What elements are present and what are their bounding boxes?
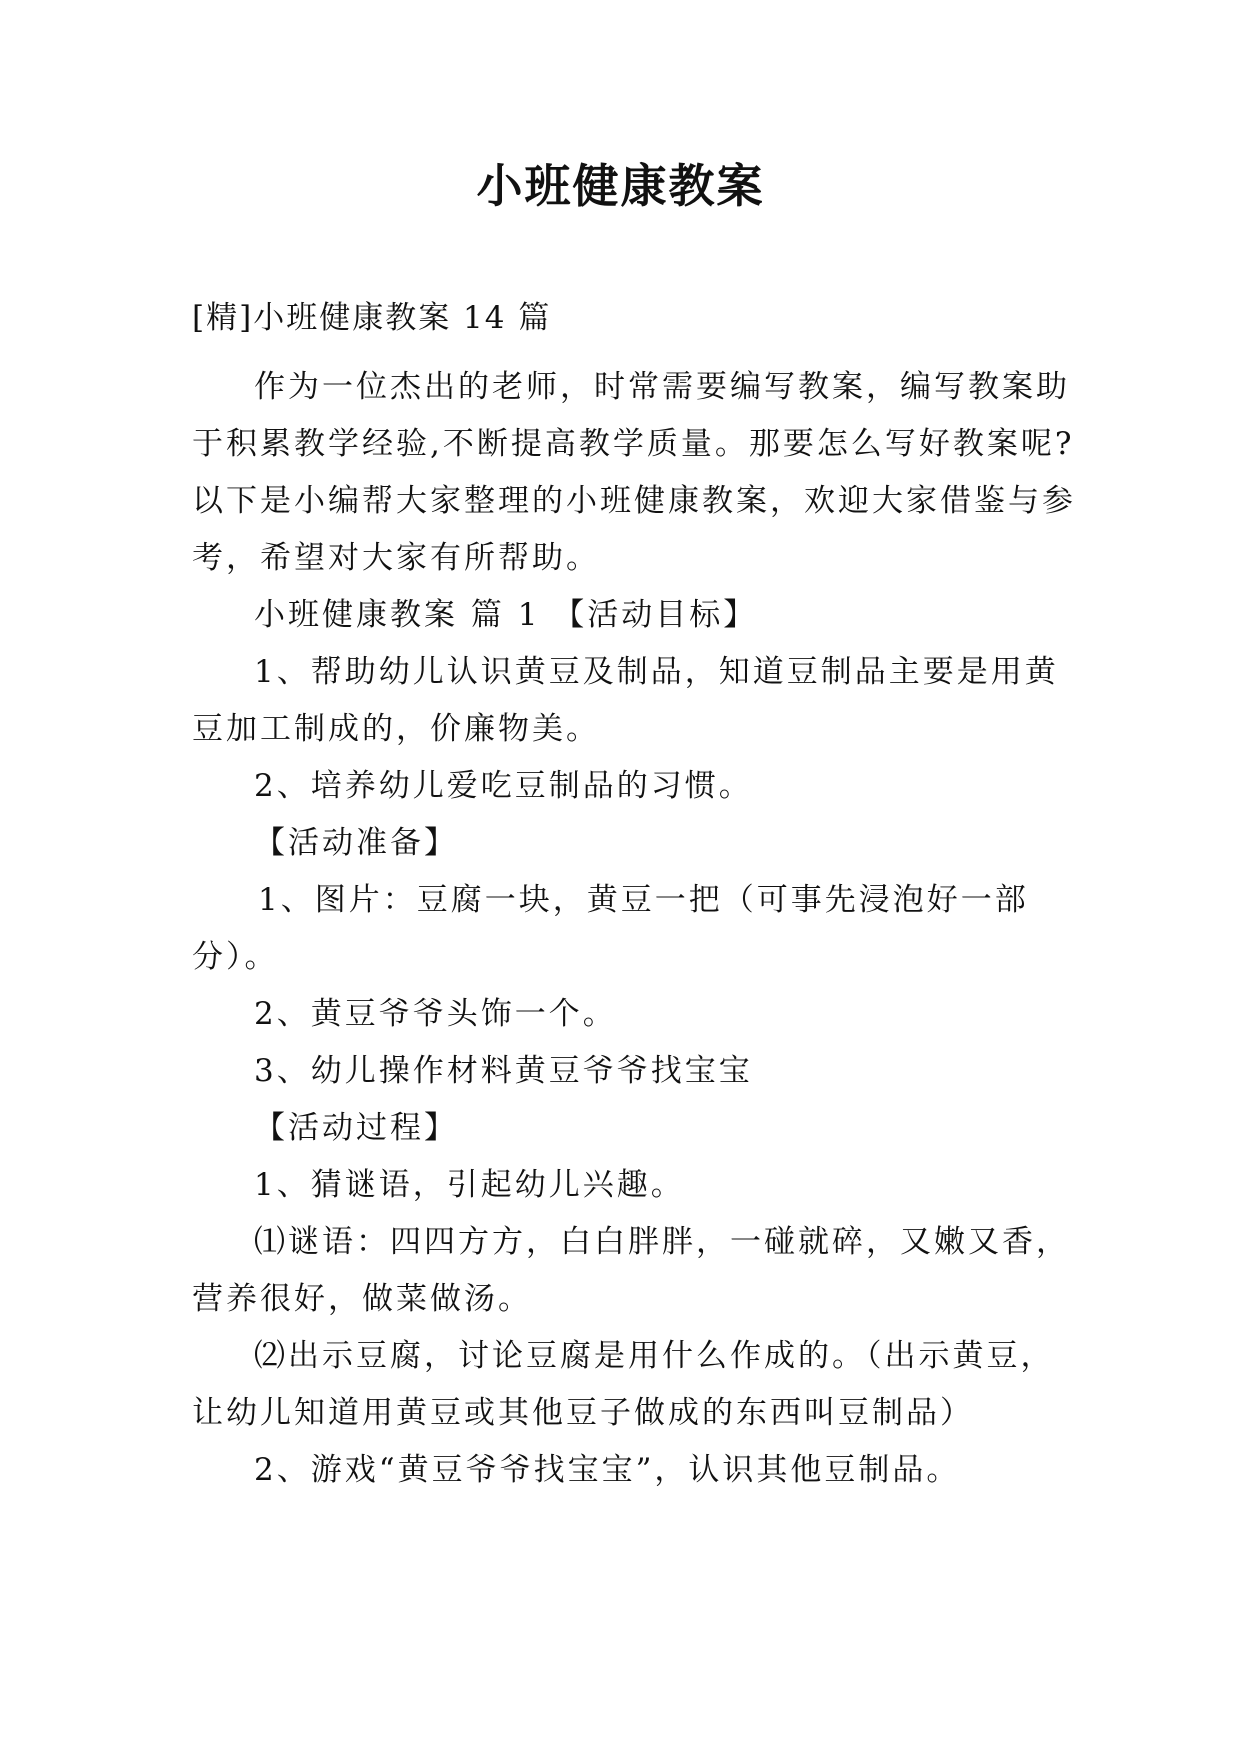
paragraph-line: 营养很好，做菜做汤。 (192, 1281, 532, 1317)
section-heading-line: 【活动过程】 (254, 1110, 458, 1146)
paragraph-line: 豆加工制成的，价廉物美。 (192, 711, 600, 747)
paragraph-line: 于积累教学经验,不断提高教学质量。那要怎么写好教案呢? (192, 426, 1075, 462)
paragraph-line: 考，希望对大家有所帮助。 (192, 540, 600, 576)
paragraph-line: 1、帮助幼儿认识黄豆及制品，知道豆制品主要是用黄 (254, 654, 1059, 690)
paragraph-line: 让幼儿知道用黄豆或其他豆子做成的东西叫豆制品） (192, 1395, 974, 1431)
page-title: 小班健康教案 (476, 159, 765, 213)
paragraph-line: 1、图片：豆腐一块，黄豆一把（可事先浸泡好一部 (258, 882, 1029, 918)
paragraph-line: 1、猜谜语，引起幼儿兴趣。 (254, 1167, 685, 1203)
paragraph-line: 作为一位杰出的老师，时常需要编写教案，编写教案助 (254, 369, 1070, 405)
paragraph-line: ⑵出示豆腐，讨论豆腐是用什么作成的。（出示黄豆， (254, 1338, 1055, 1374)
paragraph-line: 以下是小编帮大家整理的小班健康教案，欢迎大家借鉴与参 (192, 483, 1076, 519)
document-subtitle: [精]小班健康教案 14 篇 (192, 300, 552, 336)
paragraph-line: 分）。 (192, 939, 279, 975)
paragraph-line: 2、培养幼儿爱吃豆制品的习惯。 (254, 768, 753, 804)
section-heading-line: 小班健康教案 篇 1 【活动目标】 (254, 597, 758, 633)
paragraph-line: 2、黄豆爷爷头饰一个。 (254, 996, 617, 1032)
paragraph-line: 3、幼儿操作材料黄豆爷爷找宝宝 (254, 1053, 753, 1089)
section-heading-line: 【活动准备】 (254, 825, 458, 861)
paragraph-line: ⑴谜语：四四方方，白白胖胖，一碰就碎，又嫩又香， (254, 1224, 1070, 1260)
paragraph-line: 2、游戏“黄豆爷爷找宝宝”，认识其他豆制品。 (254, 1452, 961, 1488)
